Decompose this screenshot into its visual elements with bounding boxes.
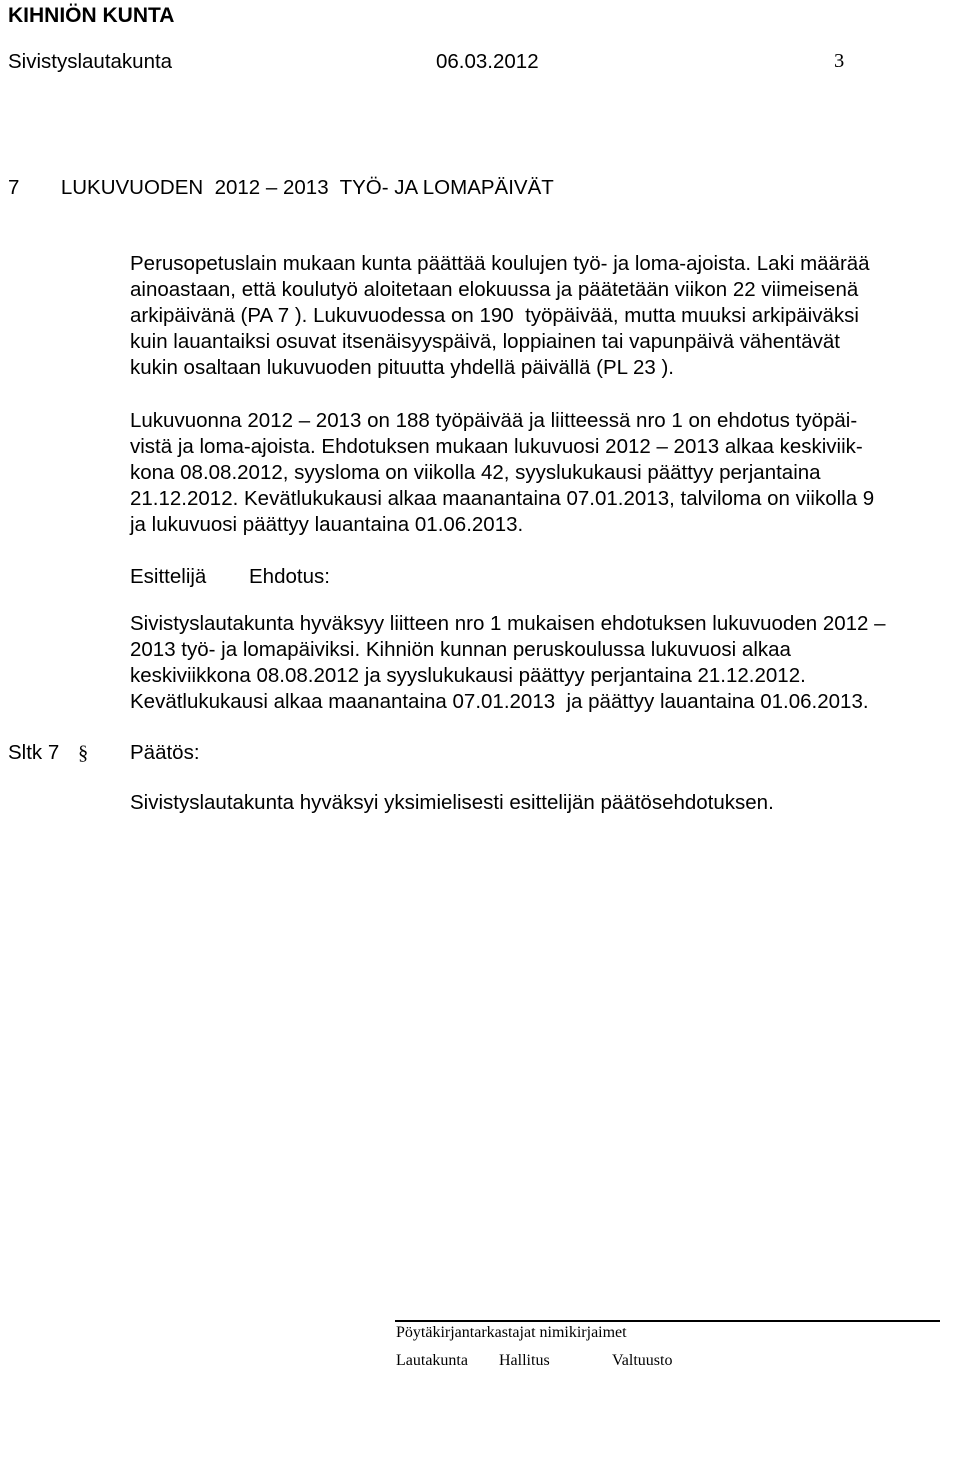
proposal-label: Ehdotus: bbox=[249, 565, 330, 588]
paragraph-line: 21.12.2012. Kevätlukukausi alkaa maanantaina 07.01.2013, talviloma on viikolla 9 bbox=[130, 487, 875, 510]
paragraph-line: Perusopetuslain mukaan kunta päättää koulujen työ- ja loma-ajoista. Laki määrää bbox=[130, 252, 870, 275]
page-number: 3 bbox=[834, 50, 845, 72]
municipality-title: KIHNIÖN KUNTA bbox=[8, 4, 175, 27]
decision-ref: Sltk 7 bbox=[8, 741, 60, 764]
paragraph-line: Kevätlukukausi alkaa maanantaina 07.01.2013 ja päättyy lauantaina 01.06.2013. bbox=[130, 690, 869, 713]
paragraph-line: kona 08.08.2012, syysloma on viikolla 42, syyslukukausi päättyy perjantaina bbox=[130, 461, 821, 484]
paragraph-line: 2013 työ- ja lomapäiviksi. Kihniön kunnan peruskoulussa lukuvuosi alkaa bbox=[130, 638, 791, 661]
footer-title: Pöytäkirjantarkastajat nimikirjaimet bbox=[396, 1324, 627, 1341]
paragraph-line: kuin lauantaiksi osuvat itsenäisyyspäivä, loppiainen tai vapunpäivä vähentävät bbox=[130, 330, 840, 353]
paragraph-line: Sivistyslautakunta hyväksyy liitteen nro 1 mukaisen ehdotuksen lukuvuoden 2012 – bbox=[130, 612, 886, 635]
footer-rule bbox=[395, 1320, 940, 1322]
presenter-label: Esittelijä bbox=[130, 565, 207, 588]
footer-column-board: Lautakunta bbox=[396, 1352, 468, 1369]
paragraph-intro bbox=[130, 251, 870, 381]
section-title: LUKUVUODEN 2012 – 2013 TYÖ- JA LOMAPÄIVÄT bbox=[60, 176, 554, 199]
paragraph-line: vistä ja loma-ajoista. Ehdotuksen mukaan lukuvuosi 2012 – 2013 alkaa keskiviik- bbox=[130, 435, 863, 458]
section-heading bbox=[8, 176, 554, 200]
paragraph-line: keskiviikkona 08.08.2012 ja syyslukukausi päättyy perjantaina 21.12.2012. bbox=[130, 664, 806, 687]
paragraph-line: arkipäivänä (PA 7 ). Lukuvuodessa on 190 työpäivää, mutta muuksi arkipäiväksi bbox=[130, 304, 859, 327]
paragraph-line: Lukuvuonna 2012 – 2013 on 188 työpäivää ja liitteessä nro 1 on ehdotus työpäi- bbox=[130, 409, 858, 432]
footer-column-council: Valtuusto bbox=[612, 1352, 673, 1369]
decision-label: Päätös: bbox=[130, 741, 200, 764]
decision-text: Sivistyslautakunta hyväksyi yksimielisesti esittelijän päätösehdotuksen. bbox=[130, 791, 774, 814]
paragraph-schedule bbox=[130, 408, 874, 538]
decision-symbol-icon: § bbox=[78, 742, 89, 764]
proposal-text bbox=[130, 611, 886, 715]
footer-column-government: Hallitus bbox=[499, 1352, 550, 1369]
paragraph-line: kukin osaltaan lukuvuoden pituutta yhdellä päivällä (PL 23 ). bbox=[130, 356, 674, 379]
header-body: Sivistyslautakunta bbox=[8, 50, 173, 73]
section-number: 7 bbox=[8, 176, 20, 199]
paragraph-line: ja lukuvuosi päättyy lauantaina 01.06.2013. bbox=[130, 513, 524, 536]
paragraph-line: ainoastaan, että koulutyö aloitetaan elokuussa ja päätetään viikon 22 viimeisenä bbox=[130, 278, 859, 301]
header-date: 06.03.2012 bbox=[436, 50, 539, 73]
